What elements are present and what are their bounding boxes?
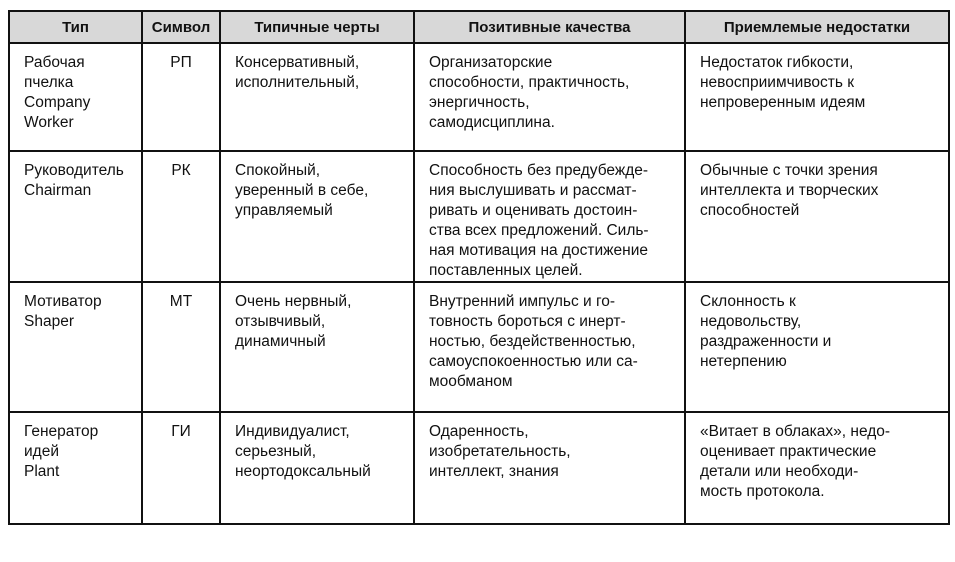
table-row [9, 151, 949, 282]
team-roles-table [8, 10, 950, 525]
table-header-row [9, 11, 949, 43]
cell-weakness: Недостаток гибкости, невосприимчивость к непроверенным идеям [685, 43, 949, 151]
cell-type: Мотиватор Shaper [9, 282, 142, 412]
table-row [9, 282, 949, 412]
header-positive: Позитивные качества [414, 11, 685, 43]
cell-traits: Индивидуалист, серьезный, неортодоксальный [220, 412, 414, 524]
cell-symbol: РП [142, 43, 220, 151]
cell-positive: Внутренний импульс и го- товность бороться с инерт- ностью, бездейственностью, самоуспокоенностью или са- мообманом [414, 282, 685, 412]
cell-weakness: Склонность к недовольству, раздраженности и нетерпению [685, 282, 949, 412]
cell-type: Генератор идей Plant [9, 412, 142, 524]
cell-positive: Способность без предубежде- ния выслушивать и рассмат- ривать и оценивать достоин- ства всех предложений. Силь- ная мотивация на достижение поставленных целей. [414, 151, 685, 282]
cell-type: Руководитель Chairman [9, 151, 142, 282]
cell-symbol: МТ [142, 282, 220, 412]
cell-weakness: Обычные с точки зрения интеллекта и творческих способностей [685, 151, 949, 282]
table-row [9, 412, 949, 524]
cell-symbol: ГИ [142, 412, 220, 524]
cell-symbol: РК [142, 151, 220, 282]
cell-traits: Очень нервный, отзывчивый, динамичный [220, 282, 414, 412]
cell-traits: Консервативный, исполнительный, [220, 43, 414, 151]
table-row [9, 43, 949, 151]
cell-type: Рабочая пчелка Company Worker [9, 43, 142, 151]
cell-traits: Спокойный, уверенный в себе, управляемый [220, 151, 414, 282]
team-roles-table-container [8, 10, 948, 525]
header-symbol: Символ [142, 11, 220, 43]
header-traits: Типичные черты [220, 11, 414, 43]
header-type: Тип [9, 11, 142, 43]
header-weakness: Приемлемые недостатки [685, 11, 949, 43]
cell-positive: Одаренность, изобретательность, интеллект, знания [414, 412, 685, 524]
cell-weakness: «Витает в облаках», недо- оценивает практические детали или необходи- мость протокола. [685, 412, 949, 524]
cell-positive: Организаторские способности, практичность, энергичность, самодисциплина. [414, 43, 685, 151]
